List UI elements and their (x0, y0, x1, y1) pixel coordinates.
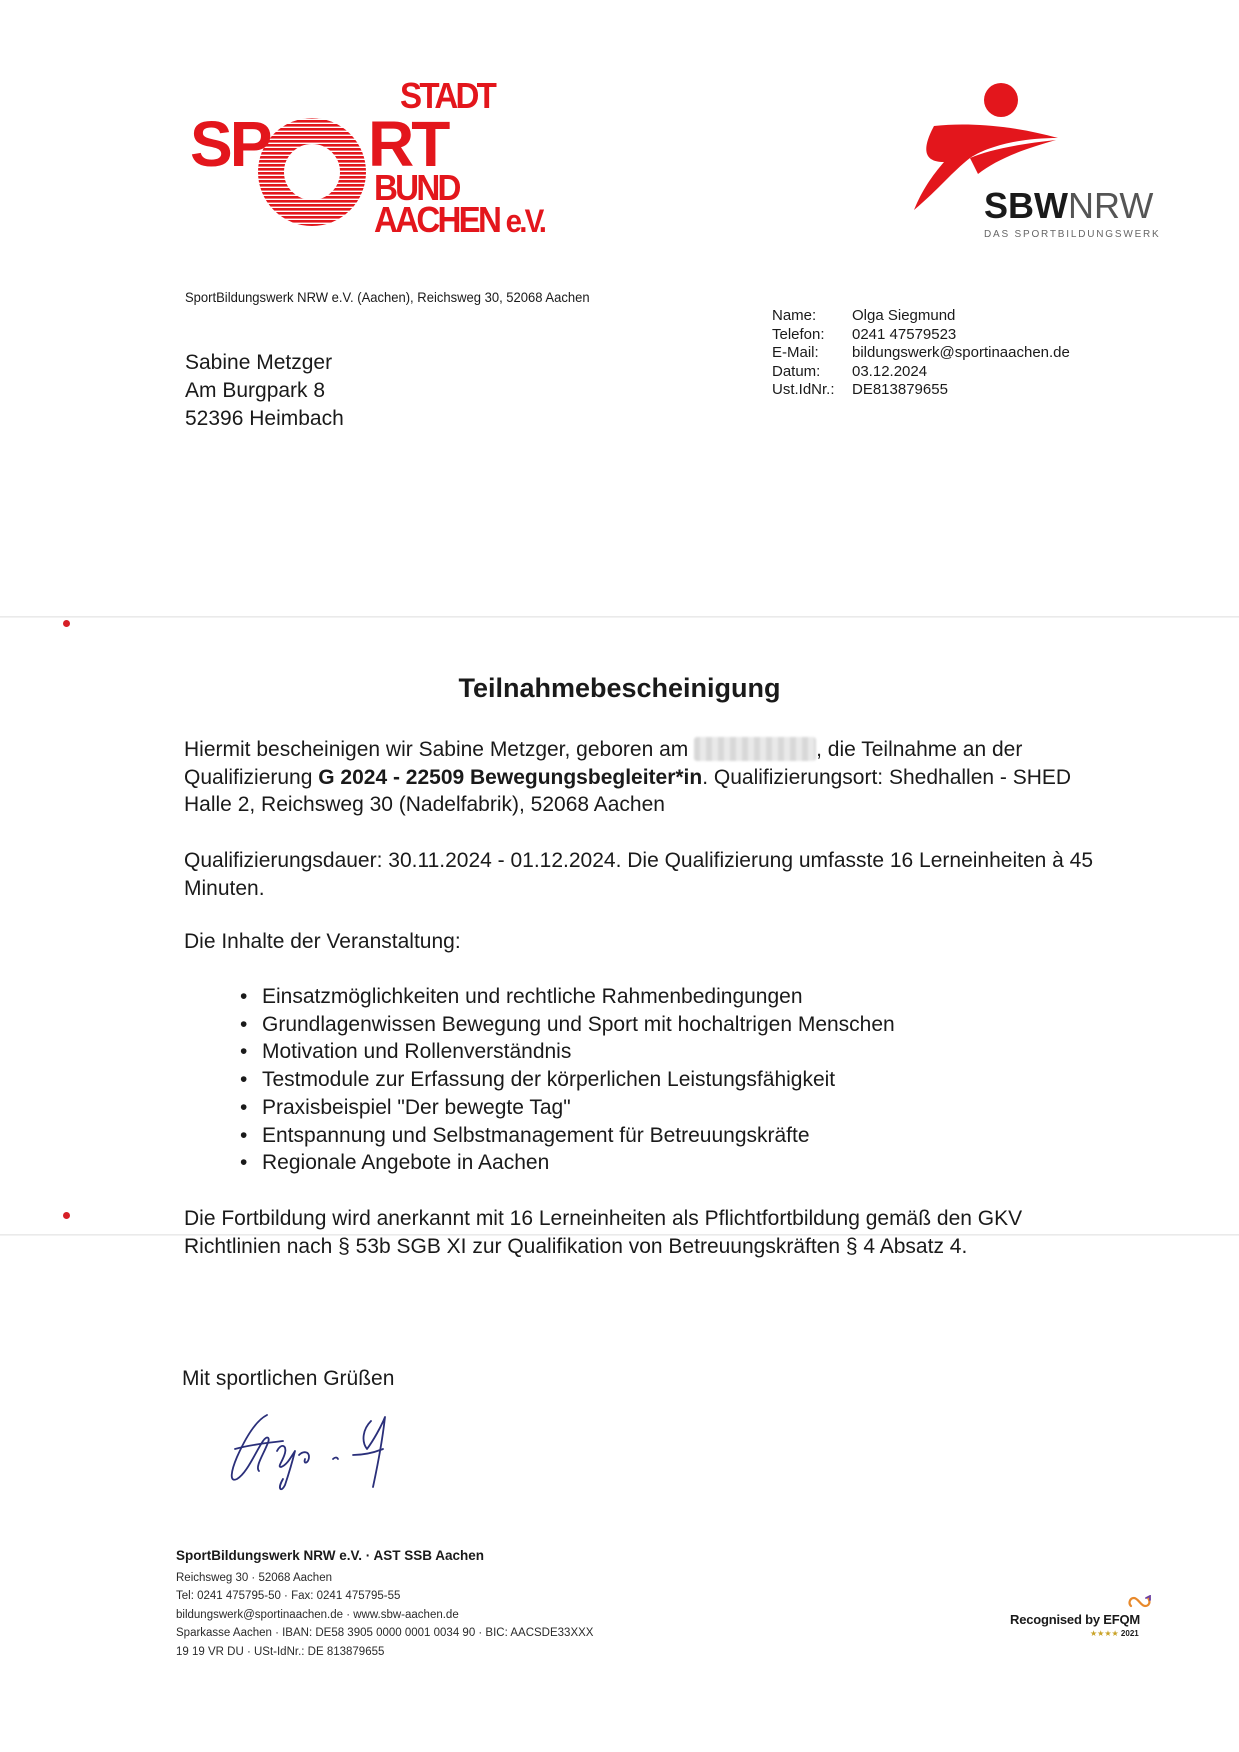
footer-web: bildungswerk@sportinaachen.de · www.sbw-aachen.de (176, 1608, 459, 1621)
contact-label: Datum: (772, 362, 821, 380)
margin-mark-top (63, 620, 70, 627)
logo-word-aachen (374, 199, 545, 240)
document-title: Teilnahmebescheinigung (458, 673, 781, 703)
recipient-address (185, 349, 344, 433)
logo-word-ev: e.V. (505, 203, 545, 239)
sbw-brand-bold: SBW (984, 185, 1068, 226)
paragraph-text-location: . Qualifizierungsort: Shedhallen - SHED Halle 2, Reichsweg 30 (Nadelfabrik), 52068 Aachen (184, 765, 1072, 816)
recognition-paragraph: Die Fortbildung wird anerkannt mit 16 Lerneinheiten als Pflichtfortbildung gemäß den GKV Richtlinien nach § 53b SGB XI zur Qualifikation von Betreuungskräften § 4 Absatz 4. (184, 1207, 1023, 1258)
list-item: • Entspannung und Selbstmanagement für Betreuungskräfte (240, 1122, 895, 1150)
paragraph-text-start: Hiermit bescheinigen wir Sabine Metzger, geboren am (184, 738, 695, 761)
list-item: • Einsatzmöglichkeiten und rechtliche Rahmenbedingungen (240, 983, 895, 1011)
contact-row-phone (772, 326, 1070, 345)
efqm-stars: ★★★★ (1090, 1629, 1119, 1638)
sbw-brand-light: NRW (1068, 185, 1154, 226)
contact-value: Olga Siegmund (852, 307, 956, 324)
contact-row-name (772, 307, 1070, 326)
efqm-icon (1128, 1595, 1152, 1609)
list-item: • Praxisbeispiel "Der bewegte Tag" (240, 1094, 895, 1122)
efqm-rating (1090, 1629, 1139, 1638)
recipient-city: 52396 Heimbach (185, 407, 344, 430)
sender-address-line: SportBildungswerk NRW e.V. (Aachen), Reichsweg 30, 52068 Aachen (185, 289, 590, 305)
footer-bank: Sparkasse Aachen · IBAN: DE58 3905 0000 0001 0034 90 · BIC: AACSDE33XXX (176, 1627, 594, 1639)
sbw-nrw-logo (900, 78, 1170, 248)
efqm-text: Recognised by EFQM (1010, 1612, 1141, 1627)
paragraph-text-middle: , die Teilnahme an der Qualifizierung (184, 738, 1023, 789)
efqm-badge (1010, 1595, 1155, 1638)
recipient-street: Am Burgpark 8 (185, 379, 326, 402)
logo-word-rt: RT (368, 108, 448, 180)
logo-word-sp: SP (190, 108, 270, 180)
list-item: • Testmodule zur Erfassung der körperlichen Leistungsfähigkeit (240, 1066, 895, 1094)
list-item: • Motivation und Rollenverständnis (240, 1038, 895, 1066)
efqm-year: 2021 (1120, 1629, 1139, 1638)
contact-row-vat (772, 381, 1070, 400)
sport-ring-icon (252, 112, 372, 232)
contents-list (240, 983, 895, 1177)
contact-info-block (772, 307, 1070, 400)
sbw-tagline: DAS SPORTBILDUNGSWERK (984, 229, 1161, 240)
contact-label: Ust.IdNr.: (772, 381, 835, 398)
closing-greeting: Mit sportlichen Grüßen (182, 1367, 395, 1390)
handwritten-signature (225, 1405, 440, 1495)
course-code: G 2024 - 22509 Bewegungsbegleiter*in (318, 765, 703, 789)
contact-row-email (772, 344, 1070, 363)
contact-value: DE813879655 (852, 381, 948, 398)
contact-value: 03.12.2024 (852, 362, 928, 380)
list-item: • Grundlagenwissen Bewegung und Sport mit hochaltrigen Menschen (240, 1011, 895, 1039)
footer-imprint (176, 1547, 593, 1661)
recipient-name: Sabine Metzger (185, 351, 333, 374)
list-item: • Regionale Angebote in Aachen (240, 1149, 895, 1177)
contents-heading: Die Inhalte der Veranstaltung: (184, 930, 461, 953)
logo-word-aachen-text: AACHEN (374, 199, 500, 240)
footer-phone: Tel: 0241 475795-50 · Fax: 0241 475795-55 (176, 1590, 401, 1602)
sbw-brand-name (984, 185, 1154, 226)
stadtsportbund-aachen-logo (190, 75, 590, 243)
footer-title: SportBildungswerk NRW e.V. · AST SSB Aachen (176, 1548, 485, 1563)
duration-paragraph: Qualifizierungsdauer: 30.11.2024 - 01.12.2024. Die Qualifizierung umfasste 16 Lerneinheiten à 45 Minuten. (184, 849, 1094, 900)
certificate-paragraph (184, 736, 1124, 819)
contact-label: E-Mail: (772, 344, 819, 361)
contact-label: Name: (772, 307, 817, 324)
footer-address: Reichsweg 30 · 52068 Aachen (176, 1571, 332, 1584)
logo-word-bund: BUND (374, 167, 459, 208)
paper-fold-top (0, 616, 1239, 618)
margin-mark-bottom (63, 1212, 70, 1219)
contact-value: bildungswerk@sportinaachen.de (852, 344, 1070, 361)
redacted-birthdate (694, 737, 816, 761)
contact-value: 0241 47579523 (852, 325, 957, 343)
contact-row-date (772, 363, 1070, 382)
contact-label: Telefon: (772, 325, 825, 343)
footer-registry: 19 19 VR DU · USt-IdNr.: DE 813879655 (176, 1645, 385, 1658)
logo-word-stadt: STADT (400, 75, 495, 116)
